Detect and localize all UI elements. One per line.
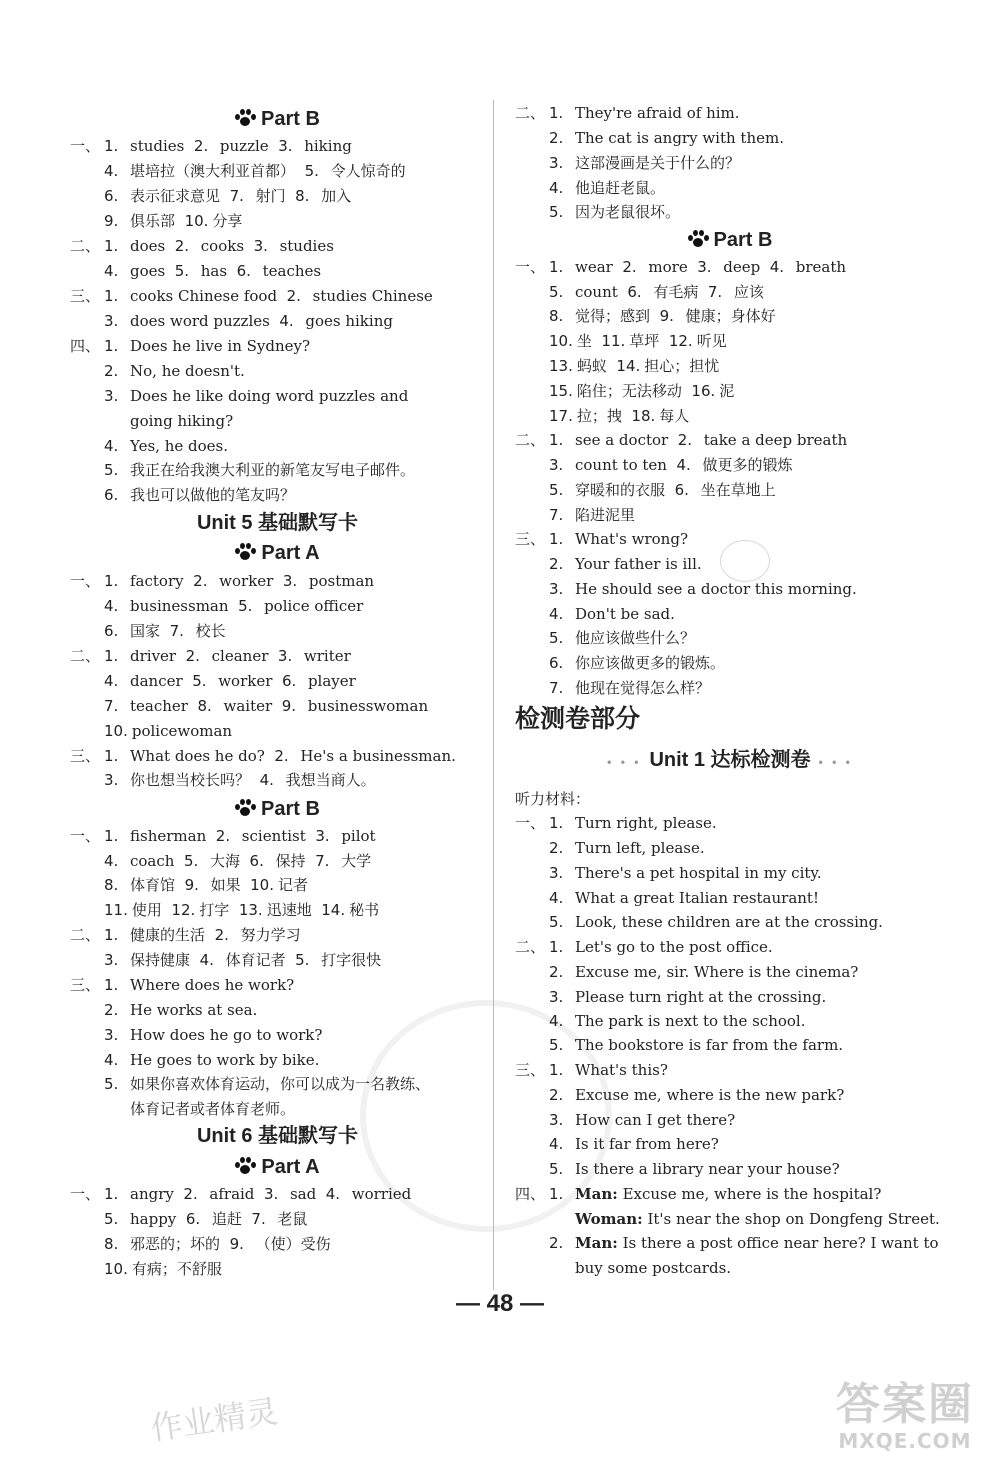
- answer-line: 4. The park is next to the school.: [549, 1012, 806, 1030]
- answer-line: 体育记者或者体育老师。: [130, 1100, 296, 1118]
- answer-line: 二、 1. see a doctor 2. take a deep breath: [515, 431, 848, 449]
- part-a-heading: Part A: [70, 1155, 485, 1179]
- answer-line: 11. 使用 12. 打字 13. 迅速地 14. 秘书: [104, 901, 380, 919]
- answer-line: 13. 蚂蚁 14. 担心；担忧: [549, 357, 720, 375]
- part-b-heading: Part B: [515, 228, 945, 252]
- answer-line: 3. 你也想当校长吗？ 4. 我想当商人。: [104, 771, 376, 789]
- answer-line: 6. 表示征求意见 7. 射门 8. 加入: [104, 187, 352, 205]
- answer-line: 4. What a great Italian restaurant!: [549, 889, 819, 907]
- answer-line: 3. Please turn right at the crossing.: [549, 988, 827, 1006]
- answer-line: 3. There's a pet hospital in my city.: [549, 864, 822, 882]
- answer-line: 8. 觉得；感到 9. 健康；身体好: [549, 307, 776, 325]
- answer-line: 2. Turn left, please.: [549, 839, 705, 857]
- answer-line: 5. Is there a library near your house?: [549, 1160, 840, 1178]
- answer-line: 四、 1. Man: Excuse me, where is the hospital?: [515, 1185, 882, 1203]
- page-number: — 48 —: [455, 1290, 545, 1317]
- answer-line: 4. Is it far from here?: [549, 1135, 719, 1153]
- listening-material-label: 听力材料：: [515, 790, 591, 808]
- answer-line: 三、 1. cooks Chinese food 2. studies Chinese: [70, 287, 433, 305]
- answer-line: 6. 国家 7. 校长: [104, 622, 226, 640]
- answer-line: going hiking?: [130, 412, 234, 430]
- answer-line: 3. 这部漫画是关于什么的？: [549, 154, 741, 172]
- part-a-heading: Part A: [70, 541, 485, 565]
- answer-line: 4. 堪培拉（澳大利亚首都） 5. 令人惊奇的: [104, 162, 406, 180]
- answer-line: 4. coach 5. 大海 6. 保持 7. 大学: [104, 852, 372, 870]
- answer-line: 2. Excuse me, sir. Where is the cinema?: [549, 963, 859, 981]
- answer-line: 3. Does he like doing word puzzles and: [104, 387, 409, 405]
- paw-icon: [235, 1157, 255, 1175]
- answer-line: 一、 1. angry 2. afraid 3. sad 4. worried: [70, 1185, 412, 1203]
- unit-5-heading: Unit 5 基础默写卡: [196, 512, 359, 534]
- answer-line: 二、 1. They're afraid of him.: [515, 104, 740, 122]
- answer-line: 一、 1. studies 2. puzzle 3. hiking: [70, 137, 352, 155]
- answer-line: 三、 1. What's this?: [515, 1061, 668, 1079]
- site-watermark-logo: 答案圈 MXQE.COM: [836, 1379, 974, 1453]
- answer-line: 3. He should see a doctor this morning.: [549, 580, 857, 598]
- answer-line: 2. Man: Is there a post office near here? I want to: [549, 1234, 939, 1252]
- answer-line: 4. goes 5. has 6. teaches: [104, 262, 322, 280]
- answer-line: Woman: It's near the shop on Dongfeng Street.: [575, 1210, 940, 1228]
- answer-line: 6. 你应该做更多的锻炼。: [549, 654, 726, 672]
- answer-line: 8. 邪恶的；坏的 9. （使）受伤: [104, 1235, 331, 1253]
- answer-line: 4. businessman 5. police officer: [104, 597, 364, 615]
- answer-line: 2. The cat is angry with them.: [549, 129, 784, 147]
- answer-line: 2. No, he doesn't.: [104, 362, 245, 380]
- answer-line: 三、 1. Where does he work?: [70, 976, 295, 994]
- answer-line: 8. 体育馆 9. 如果 10. 记者: [104, 876, 308, 894]
- part-b-heading: Part B: [70, 107, 485, 131]
- answer-line: 4. He goes to work by bike.: [104, 1051, 320, 1069]
- column-divider: [493, 100, 494, 1290]
- answer-line: 3. 保持健康 4. 体育记者 5. 打字很快: [104, 951, 382, 969]
- answer-line: 10. policewoman: [104, 722, 233, 740]
- answer-line: 4. dancer 5. worker 6. player: [104, 672, 356, 690]
- unit-1-test-heading: • • • Unit 1 达标检测卷 • • •: [607, 749, 853, 771]
- answer-line: 4. Yes, he does.: [104, 437, 228, 455]
- answer-line: 5. The bookstore is far from the farm.: [549, 1036, 844, 1054]
- answer-line: 3. does word puzzles 4. goes hiking: [104, 312, 393, 330]
- answer-line: 二、 1. 健康的生活 2. 努力学习: [70, 926, 301, 944]
- answer-line: 7. 陷进泥里: [549, 506, 636, 524]
- answer-line: 二、 1. driver 2. cleaner 3. writer: [70, 647, 351, 665]
- answer-line: 三、 1. What does he do? 2. He's a businessman.: [70, 747, 456, 765]
- unit-6-heading: Unit 6 基础默写卡: [196, 1125, 359, 1147]
- answer-line: buy some postcards.: [575, 1259, 732, 1277]
- answer-line: 10. 有病；不舒服: [104, 1260, 222, 1278]
- answer-line: 7. 他现在觉得怎么样？: [549, 679, 711, 697]
- answer-line: 5. happy 6. 追赶 7. 老鼠: [104, 1210, 308, 1228]
- answer-line: 一、 1. wear 2. more 3. deep 4. breath: [515, 258, 847, 276]
- answer-line: 三、 1. What's wrong?: [515, 530, 688, 548]
- answer-line: 一、 1. factory 2. worker 3. postman: [70, 572, 375, 590]
- decoration-dots: • • •: [818, 755, 853, 769]
- paw-icon: [235, 109, 255, 127]
- answer-line: 5. 穿暖和的衣服 6. 坐在草地上: [549, 481, 776, 499]
- answer-line: 5. 我正在给我澳大利亚的新笔友写电子邮件。: [104, 461, 416, 479]
- paw-icon: [688, 230, 708, 248]
- decoration-dots: • • •: [607, 755, 642, 769]
- answer-line: 二、 1. does 2. cooks 3. studies: [70, 237, 334, 255]
- answer-line: 4. Don't be sad.: [549, 605, 675, 623]
- answer-line: 3. count to ten 4. 做更多的锻炼: [549, 456, 793, 474]
- answer-line: 9. 俱乐部 10. 分享: [104, 212, 243, 230]
- faint-stamp-mark: [720, 540, 770, 582]
- paw-icon: [235, 543, 255, 561]
- answer-line: 3. How can I get there?: [549, 1111, 736, 1129]
- answer-line: 7. teacher 8. waiter 9. businesswoman: [104, 697, 429, 715]
- answer-line: 2. Excuse me, where is the new park?: [549, 1086, 845, 1104]
- answer-line: 4. 他追赶老鼠。: [549, 179, 666, 197]
- answer-line: 一、 1. Turn right, please.: [515, 814, 717, 832]
- answer-line: 5. Look, these children are at the crossing.: [549, 913, 883, 931]
- answer-line: 5. count 6. 有毛病 7. 应该: [549, 283, 764, 301]
- test-section-heading: 检测卷部分: [515, 704, 641, 733]
- answer-line: 5. 如果你喜欢体育运动，你可以成为一名教练、: [104, 1075, 431, 1093]
- answer-line: 3. How does he go to work?: [104, 1026, 323, 1044]
- part-b-heading: Part B: [70, 797, 485, 821]
- answer-line: 5. 因为老鼠很坏。: [549, 203, 681, 221]
- answer-line: 2. Your father is ill.: [549, 555, 702, 573]
- answer-line: 10. 坐 11. 草坪 12. 听见: [549, 332, 727, 350]
- answer-line: 5. 他应该做些什么？: [549, 629, 696, 647]
- paw-icon: [235, 799, 255, 817]
- answer-line: 二、 1. Let's go to the post office.: [515, 938, 773, 956]
- answer-line: 15. 陷住；无法移动 16. 泥: [549, 382, 735, 400]
- answer-line: 四、 1. Does he live in Sydney?: [70, 337, 311, 355]
- answer-line: 一、 1. fisherman 2. scientist 3. pilot: [70, 827, 376, 845]
- handwriting-watermark: 作业精灵: [148, 1392, 281, 1448]
- answer-line: 6. 我也可以做他的笔友吗？: [104, 486, 296, 504]
- answer-line: 2. He works at sea.: [104, 1001, 258, 1019]
- answer-line: 17. 拉；拽 18. 每人: [549, 407, 690, 425]
